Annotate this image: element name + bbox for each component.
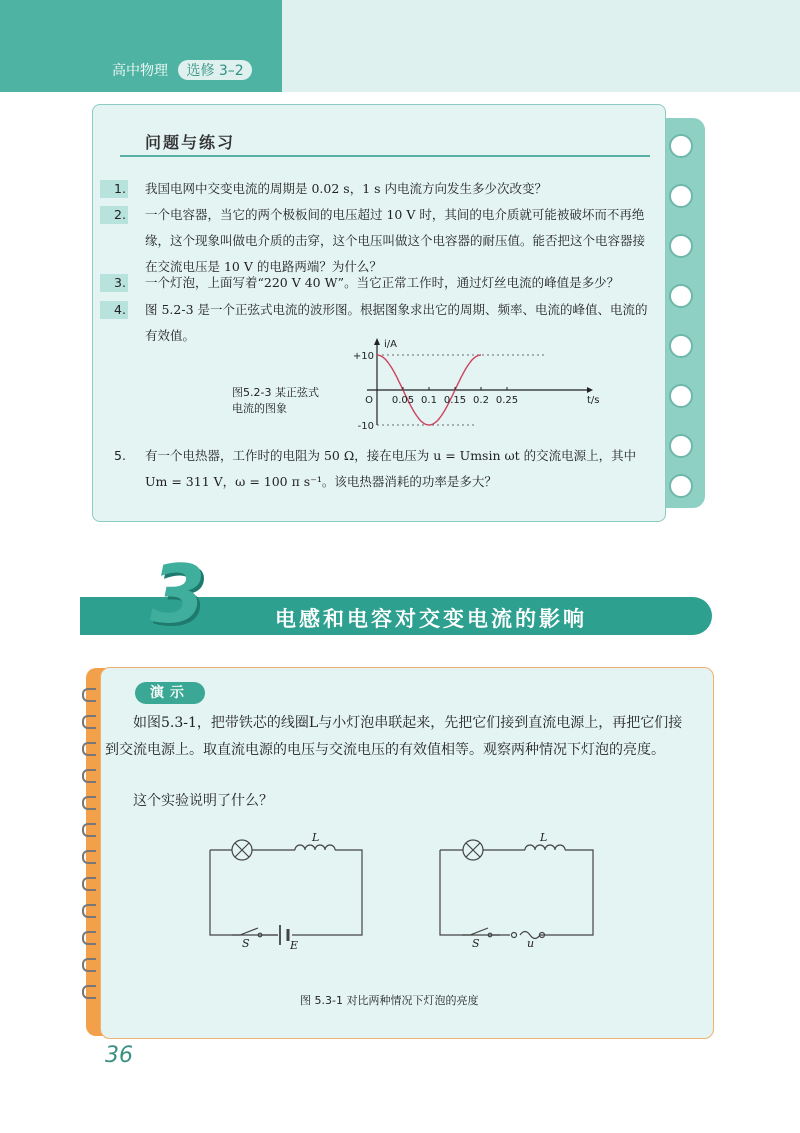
ring-icon [669,134,693,158]
x-tick-label: 0.2 [473,395,489,406]
ac-terminal-icon [512,933,517,938]
coil-icon [82,931,96,945]
sine-wave-chart [352,335,600,432]
x-axis-arrow-icon [587,387,593,393]
problem-number: 5. [114,448,126,463]
problems-title: 问题与练习 [145,133,236,152]
ac-circuit [440,840,593,939]
x-tick-label: 0.05 [391,395,415,406]
coil-icon [82,715,96,729]
inductor-label: L [540,831,548,844]
switch-label: S [242,937,250,950]
switch-label: S [472,937,480,950]
x-axis-label: t/s [587,395,600,406]
page-number: 36 [105,1043,133,1068]
title-rule [120,155,650,157]
problem-text: 一个灯泡，上面写着“220 V 40 W”。当它正常工作时，通过灯丝电流的峰值是多少？ [145,275,620,290]
coil-icon [82,688,96,702]
switch-icon [232,928,258,935]
x-tick-label: 0.25 [495,395,519,406]
volume-tag: 选修 3–2 [178,60,251,80]
inductor-label: L [312,831,320,844]
ac-source-label: u [527,937,535,950]
ring-icon [669,384,693,408]
problem-item [100,176,650,202]
ring-icon [669,184,693,208]
circuit-diagram [200,825,610,965]
problem-number: 4. [114,302,126,317]
problem-number: 2. [114,207,126,222]
section-number: 3 [150,548,206,641]
ring-icon [669,474,693,498]
demo-question: 这个实验说明了什么？ [133,793,273,809]
problem-text: 我国电网中交变电流的周期是 0.02 s，1 s 内电流方向发生多少次改变？ [145,181,548,196]
figure-caption: 图5.2-3 某正弦式电流的图象 [232,386,319,415]
y-axis-label: i/A [384,339,397,350]
coil-icon [82,769,96,783]
problem-number: 3. [114,275,126,290]
header-band-light [282,0,800,92]
coil-icon [82,985,96,999]
dc-circuit [210,840,362,945]
problem-number: 1. [114,181,126,196]
coil-icon [82,877,96,891]
inductor-icon [525,845,565,850]
demo-paragraph: 如图5.3-1，把带铁芯的线圈L与小灯泡串联起来，先把它们接到直流电源上，再把它们接到交流电源上。取直流电源的电压与交流电压的有效值相等。观察两种情况下灯泡的亮度。 [105,715,683,758]
section-title: 电感和电容对交变电流的影响 [275,607,587,631]
y-tick-label: -10 [357,421,374,432]
lamp-icon [466,843,480,857]
coil-icon [82,904,96,918]
inductor-icon [295,845,335,850]
problem-text: 图 5.2-3 是一个正弦式电流的波形图。根据图象求出它的周期、频率、电流的峰值、电流的有效值。 [145,302,648,343]
x-tick-label: 0.15 [443,395,467,406]
x-tick-label: 0.1 [421,395,437,406]
problem-item [100,443,650,495]
running-header [112,60,252,80]
ring-icon [669,434,693,458]
figure-caption: 图 5.3-1 对比两种情况下灯泡的亮度 [300,994,479,1007]
y-tick-label: +10 [352,351,374,362]
book-title: 高中物理 [112,63,168,79]
dc-source-label: E [290,939,299,952]
problem-text: 一个电容器，当它的两个极板间的电压超过 10 V 时，其间的电介质就可能被破坏而不再绝缘，这个现象叫做电介质的击穿，这个电压叫做这个电容器的耐压值。能否把这个电容器接在交流电压是 10 V 的电路两端？为什么？ [145,207,646,274]
coil-icon [82,823,96,837]
coil-icon [82,796,96,810]
demo-tag: 演示 [135,682,205,704]
coil-icon [82,742,96,756]
origin-label: O [365,395,373,406]
switch-icon [462,928,488,935]
ring-icon [669,284,693,308]
ring-icon [669,234,693,258]
ring-icon [669,334,693,358]
problem-item [100,202,650,280]
coil-icon [82,850,96,864]
problem-text: 有一个电热器，工作时的电阻为 50 Ω，接在电压为 u = Umsin ωt 的交流电源上，其中 Um = 311 V，ω = 100 π s⁻¹。该电热器消耗的功率是多大？ [145,448,637,489]
problem-item [100,270,650,296]
coil-icon [82,958,96,972]
lamp-icon [235,843,249,857]
y-axis-arrow-icon [374,338,380,345]
